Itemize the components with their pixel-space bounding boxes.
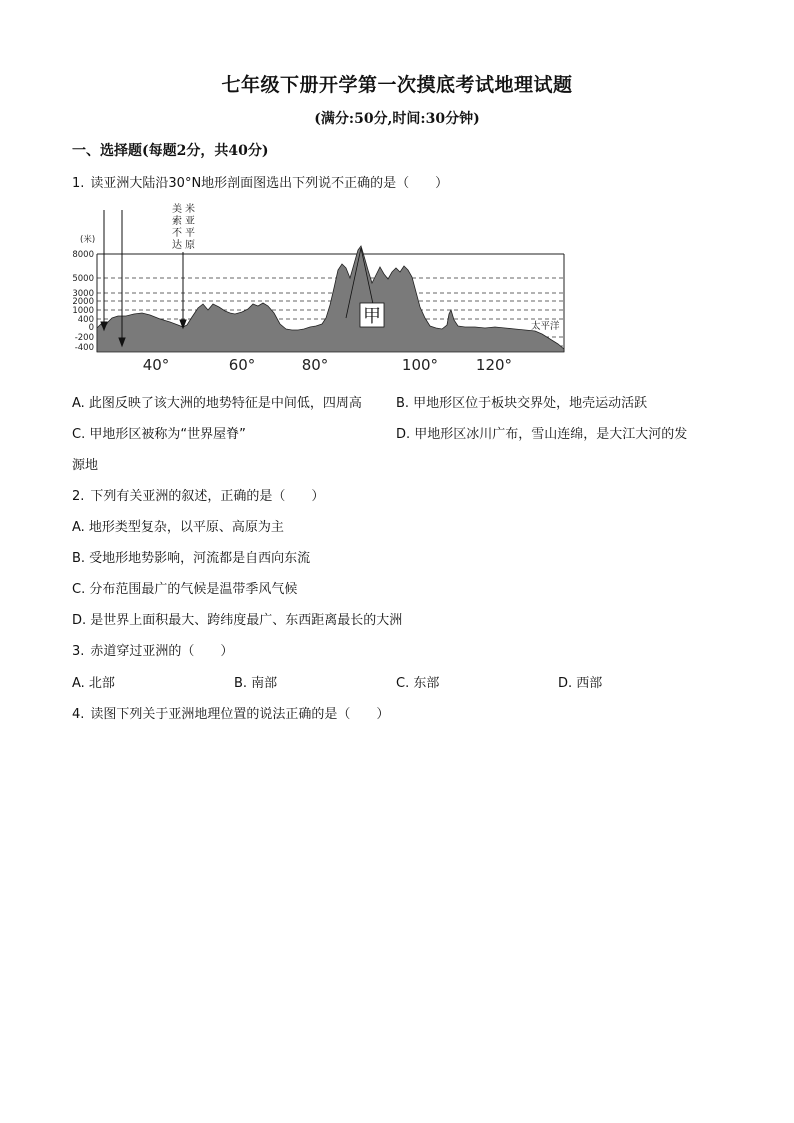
page-subtitle: (满分:50分,时间:30分钟) (314, 111, 480, 127)
q1-option-d-continued: 源地 (72, 458, 99, 473)
plain-label (172, 202, 195, 251)
y-tick-label: 1000 (72, 306, 94, 316)
y-tick-label: -200 (74, 333, 94, 343)
q3-option-b: B. 南部 (234, 676, 278, 691)
y-tick-label: 3000 (72, 289, 94, 299)
y-tick-label: 2000 (72, 297, 94, 307)
q1-option-d: D. 甲地形区冰川广布，雪山连绵，是大江大河的发 (396, 427, 688, 442)
plain-char: 不 (172, 228, 182, 239)
section-heading: 一、选择题(每题2分，共40分) (72, 143, 269, 159)
region-text: 甲 (363, 306, 381, 327)
q3-option-c: C. 东部 (396, 676, 440, 691)
page-title: 七年级下册开学第一次摸底考试地理试题 (221, 74, 573, 96)
q2-option-a: A. 地形类型复杂，以平原、高原为主 (72, 520, 284, 535)
question-number: 4. (72, 707, 85, 722)
question-4 (72, 703, 389, 722)
plain-char: 亚 (185, 216, 195, 227)
q3-option-d: D. 西部 (558, 676, 603, 691)
plain-char: 索 (172, 216, 182, 227)
y-tick-label: 8000 (72, 250, 94, 260)
y-tick-label: -400 (74, 343, 94, 353)
question-stem: 读亚洲大陆沿30°N地形剖面图选出下列说不正确的是（ ） (90, 176, 449, 191)
q1-option-a: A. 此图反映了该大洲的地势特征是中间低，四周高 (72, 396, 362, 411)
plain-char: 原 (185, 240, 195, 251)
question-1 (72, 172, 448, 191)
question-number: 1. (72, 176, 85, 191)
plain-char: 达 (172, 240, 182, 251)
q2-option-c: C. 分布范围最广的气候是温带季风气候 (72, 582, 298, 597)
y-tick-label: 0 (88, 323, 94, 333)
x-tick-label: 60° (228, 356, 256, 374)
x-tick-labels (143, 356, 512, 374)
terrain-area (97, 246, 564, 352)
y-tick-label: 400 (77, 315, 94, 325)
x-tick-label: 120° (475, 356, 513, 374)
y-tick-label: 5000 (72, 274, 94, 284)
q3-option-a: A. 北部 (72, 676, 115, 691)
question-stem: 赤道穿过亚洲的（ ） (90, 644, 234, 659)
question-3 (72, 640, 233, 659)
x-tick-label: 40° (142, 356, 170, 374)
x-tick-label: 80° (301, 356, 329, 374)
q2-option-d: D. 是世界上面积最大、跨纬度最广、东西距离最长的大洲 (72, 613, 403, 628)
q1-option-b: B. 甲地形区位于板块交界处，地壳运动活跃 (396, 396, 648, 411)
question-number: 2. (72, 489, 85, 504)
question-number: 3. (72, 644, 85, 659)
q2-option-b: B. 受地形地势影响，河流都是自西向东流 (72, 551, 311, 566)
y-axis-label: (米) (80, 235, 96, 245)
plain-char: 米 (185, 204, 195, 215)
x-tick-label: 100° (401, 356, 439, 374)
plain-char: 平 (185, 228, 195, 239)
q1-option-c: C. 甲地形区被称为“世界屋脊” (72, 427, 246, 442)
question-stem: 下列有关亚洲的叙述，正确的是（ ） (90, 489, 325, 504)
plain-char: 美 (172, 204, 182, 215)
terrain-profile-chart (70, 200, 570, 376)
ocean-label: 太平洋 (531, 321, 560, 332)
y-tick-labels (72, 250, 94, 353)
question-stem: 读图下列关于亚洲地理位置的说法正确的是（ ） (90, 707, 390, 722)
question-2 (72, 485, 324, 504)
